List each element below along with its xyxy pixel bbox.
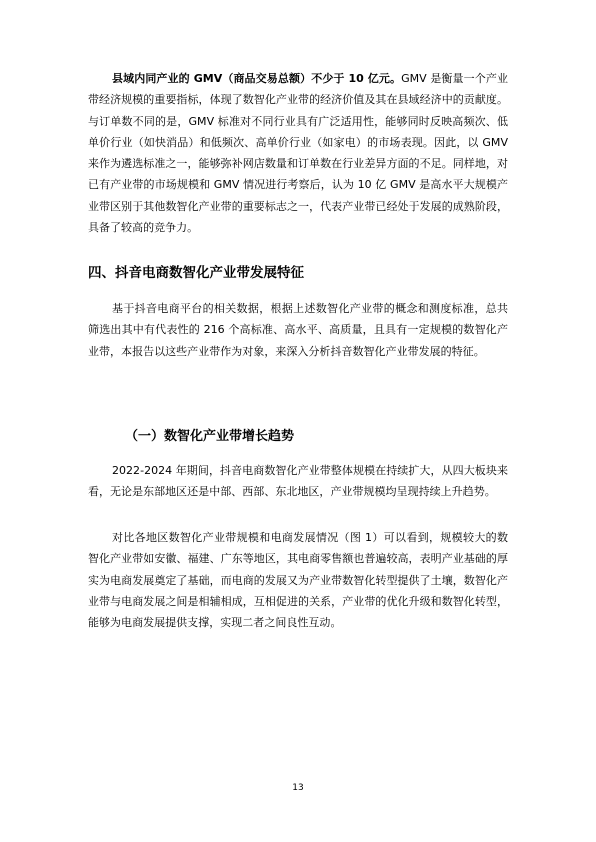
page-number: 13: [292, 783, 304, 793]
gmv-criterion-lead: 县域内同产业的 GMV（商品交易总额）不少于 10 亿元。: [112, 72, 402, 85]
paragraph-data-basis: 基于抖音电商平台的相关数据，根据上述数智化产业带的概念和测度标准，总共筛选出其中有代表性的 216 个高标准、高水平、高质量，且具有一定规模的数智化产业带，本报告以这些产业带作为对象，来深入分析抖音数智化产业带发展的特征。: [88, 302, 508, 358]
paragraph-regional-comparison: 对比各地区数智化产业带规模和电商发展情况（图 1）可以看到，规模较大的数智化产业带如安徽、福建、广东等地区，其电商零售额也普遍较高，表明产业基础的厚实为电商发展奠定了基础，而电商的发展又为产业带数智化转型提供了土壤，数智化产业带与电商发展之间是相辅相成，互相促进的关系，产业带的优化升级和数智化转型，能够为电商发展提供支撑，实现二者之间良性互动。: [88, 531, 508, 630]
paragraph-growth-trend: 2022-2024 年期间，抖音电商数智化产业带整体规模在持续扩大，从四大板块来看，无论是东部地区还是中部、西部、东北地区，产业带规模均呈现持续上升趋势。: [88, 464, 508, 499]
paragraph-gmv-criterion: [88, 68, 508, 238]
gmv-criterion-body: GMV 是衡量一个产业带经济规模的重要指标，体现了数智化产业带的经济价值及其在县域经济中的贡献度。与订单数不同的是，GMV 标准对不同行业具有广泛适用性，能够同时反映高频次、低单价行业（如快消品）和低频次、高单价行业（如家电）的市场表现。因此，以 GMV 来作为遴选标准之一，能够弥补网店数量和订单数在行业差异方面的不足。同样地，对已有产业带的市场规模和 GMV 情况进行考察后，认为 10 亿 GMV 是高水平大规模产业带区别于其他数智化产业带的重要标志之一，代表产业带已经处于发展的成熟阶段，具备了较高的竞争力。: [88, 72, 508, 235]
section-heading: 四、抖音电商数智化产业带发展特征: [88, 265, 304, 281]
subsection-heading: （一）数智化产业带增长趋势: [125, 429, 295, 444]
